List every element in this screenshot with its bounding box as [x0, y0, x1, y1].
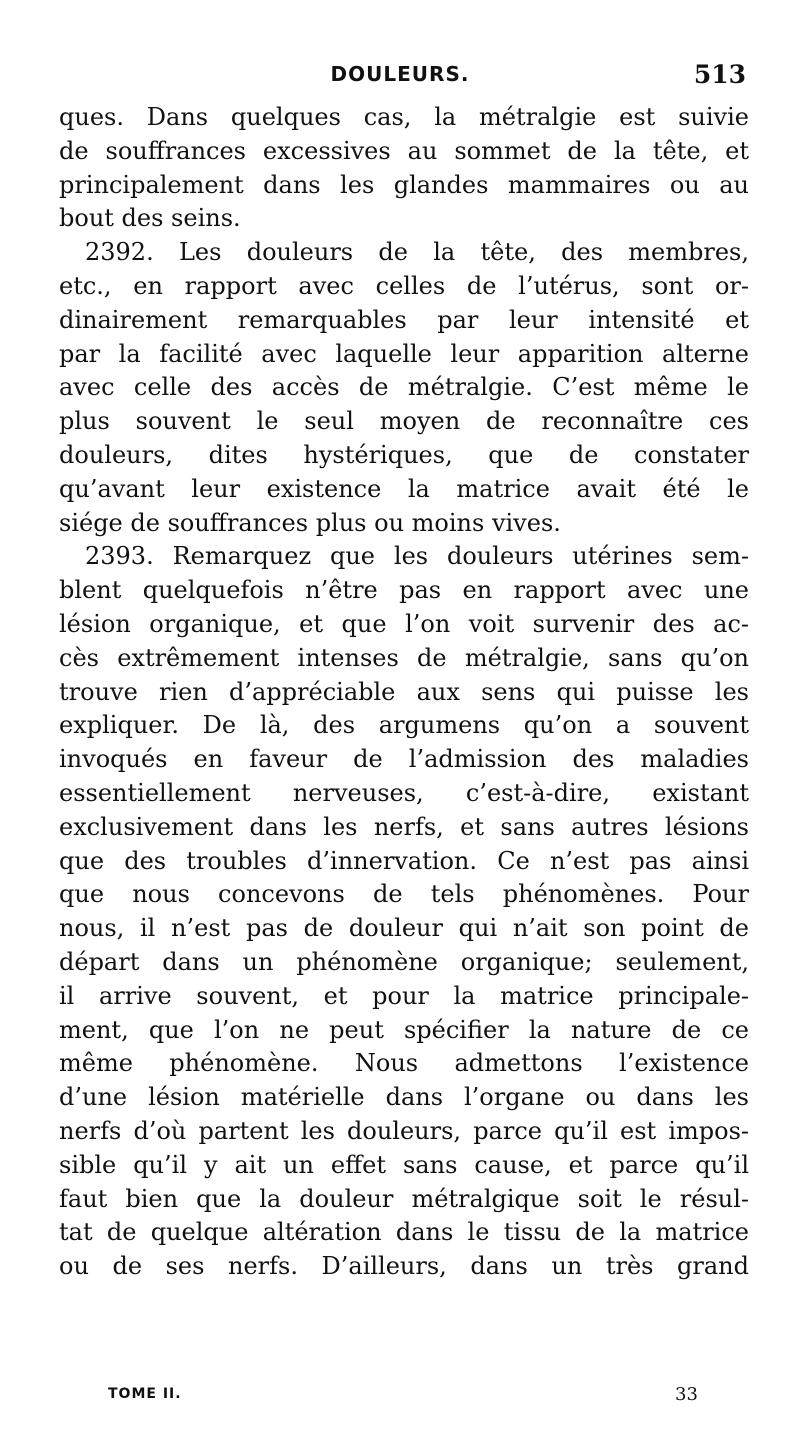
text-line: que des troubles d’innervation. Ce n’est pas ainsi	[59, 846, 749, 875]
text-line: nous, il n’est pas de douleur qui n’ait son point de	[59, 914, 749, 943]
text-line: que nous concevons de tels phénomènes. Pour	[59, 880, 749, 909]
body-text	[59, 101, 749, 1284]
text-line: ment, que l’on ne peut spécifier la nature de ce	[59, 1015, 749, 1044]
text-line: invoqués en faveur de l’admission des maladies	[59, 745, 749, 774]
text-line: exclusivement dans les nerfs, et sans autres lésions	[59, 812, 749, 841]
text-line: bout des seins.	[59, 204, 241, 233]
text-line: siége de souffrances plus ou moins vives.	[59, 508, 561, 537]
text-line: avec celle des accès de métralgie. C’est même le	[59, 373, 749, 402]
page-header	[0, 62, 800, 102]
text-line: ques. Dans quelques cas, la métralgie est suivie	[59, 103, 749, 131]
text-line: sible qu’il y ait un effet sans cause, et parce qu’il	[59, 1150, 749, 1179]
text-line: qu’avant leur existence la matrice avait été le	[59, 474, 749, 503]
running-title: DOULEURS.	[330, 62, 470, 86]
text-line: il arrive souvent, et pour la matrice principale-	[59, 981, 749, 1010]
text-line: nerfs d’où partent les douleurs, parce qu’il est impos-	[59, 1116, 749, 1145]
text-line: douleurs, dites hystériques, que de constater	[59, 440, 749, 469]
page-footer	[0, 1384, 800, 1408]
text-line: blent quelquefois n’être pas en rapport avec une	[59, 576, 749, 605]
text-line: lésion organique, et que l’on voit survenir des ac-	[59, 609, 749, 638]
text-line: départ dans un phénomène organique; seulement,	[59, 947, 749, 976]
text-line: ou de ses nerfs. D’ailleurs, dans un très grand	[59, 1252, 749, 1281]
text-line: de souffrances excessives au sommet de la tête, et	[59, 136, 749, 165]
text-line: principalement dans les glandes mammaires ou au	[59, 170, 749, 199]
text-line: cès extrêmement intenses de métralgie, sans qu’on	[59, 643, 749, 672]
text-line: d’une lésion matérielle dans l’organe ou dans les	[59, 1083, 749, 1112]
text-line: essentiellement nerveuses, c’est-à-dire, existant	[59, 778, 749, 807]
text-line: même phénomène. Nous admettons l’existence	[59, 1049, 749, 1078]
page-number: 513	[693, 60, 746, 89]
paragraph-2393-start: 2393. Remarquez que les douleurs utérines sem-	[85, 542, 749, 571]
paragraph-2392-start: 2392. Les douleurs de la tête, des membres,	[85, 238, 749, 267]
text-line: etc., en rapport avec celles de l’utérus, sont or-	[59, 271, 749, 300]
text-line: tat de quelque altération dans le tissu de la matrice	[59, 1218, 749, 1247]
text-line: trouve rien d’appréciable aux sens qui puisse les	[59, 677, 749, 706]
text-line: plus souvent le seul moyen de reconnaître ces	[59, 407, 749, 436]
text-line: expliquer. De là, des argumens qu’on a souvent	[59, 711, 749, 740]
text-line: dinairement remarquables par leur intensité et	[59, 305, 749, 334]
text-line: par la facilité avec laquelle leur apparition alterne	[59, 339, 749, 368]
signature-mark: 33	[675, 1384, 698, 1405]
text-line: faut bien que la douleur métralgique soit le résul-	[59, 1184, 749, 1213]
volume-label: TOME II.	[108, 1386, 182, 1402]
